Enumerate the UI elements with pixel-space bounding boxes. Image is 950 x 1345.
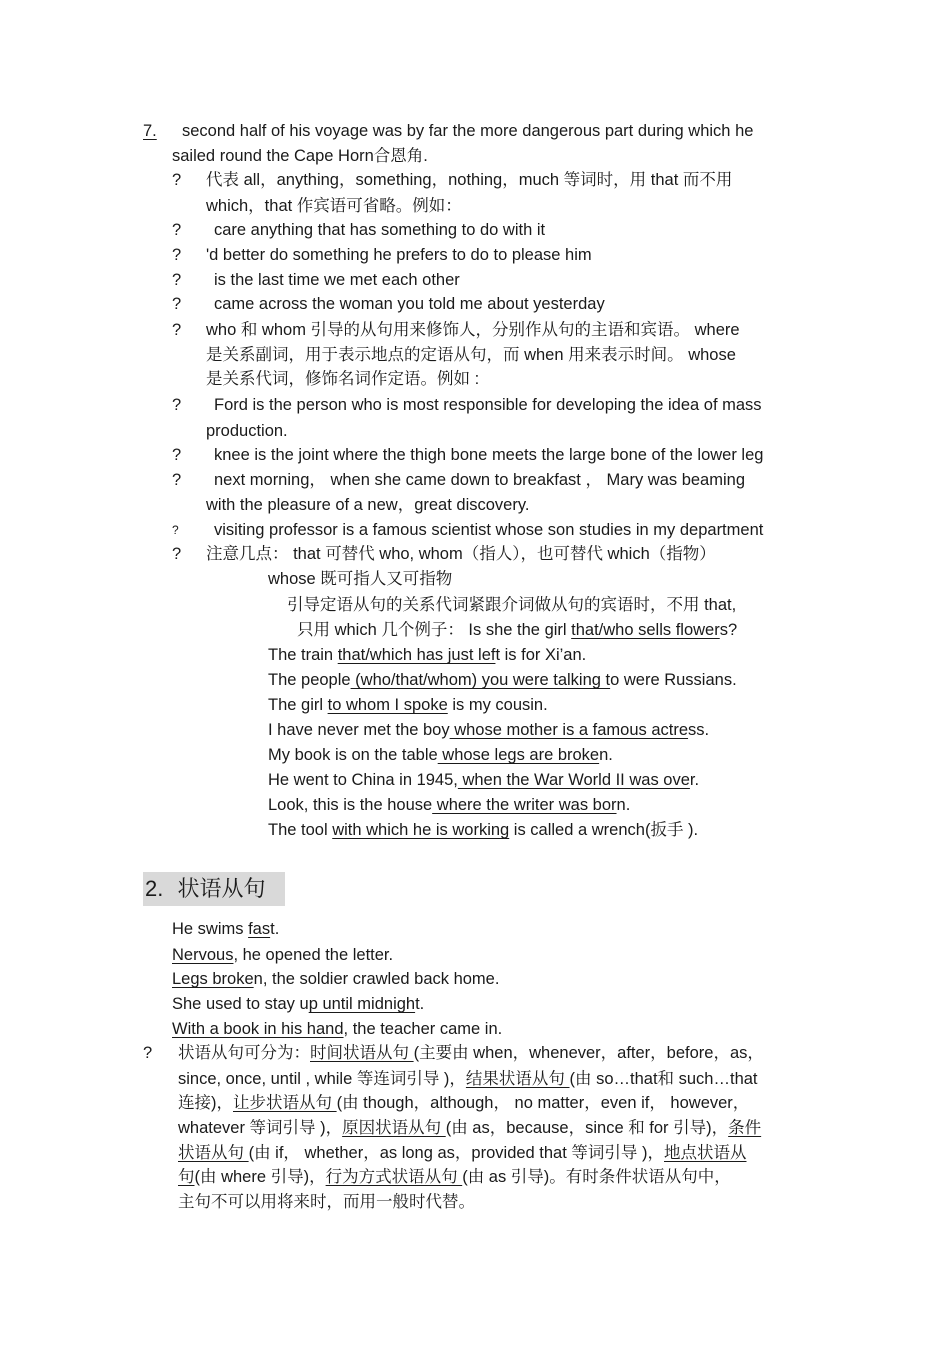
example-sentence: She used to stay up until midnight. [172,995,425,1013]
bullet-line: knee is the joint where the thigh bone meets the large bone of the lower leg [214,446,764,464]
example-sentence: With a book in his hand, the teacher came in. [172,1020,503,1038]
item7-line2: sailed round the Cape Horn合恩角. [172,147,428,165]
example-sentence: Look, this is the house where the writer was born. [268,796,631,814]
bullet-line: visiting professor is a famous scientist whose son studies in my department [214,521,764,539]
bullet-line: is the last time we met each other [214,271,460,289]
classification-line: since, once, until , while 等连词引导 )，结果状语从句 (由 so…that和 such…that [178,1070,758,1088]
bullet-marker: ? [172,545,182,563]
note-preposition: 引导定语从句的关系代词紧跟介词做从句的宾语时，不用 that, [287,596,737,614]
example-sentence: The tool with which he is working is called a wrench(扳手 ). [268,821,699,839]
classification-line: 连接)，让步状语从句 (由 though，although， no matter，even if， however， [178,1094,750,1112]
example-sentence: He went to China in 1945, when the War World II was over. [268,771,700,789]
bullet-line: who 和 whom 引导的从句用来修饰人，分别作从句的主语和宾语。 where [206,321,740,339]
classification-line: 句(由 where 引导)，行为方式状语从句 (由 as 引导)。有时条件状语从句中， [178,1168,731,1186]
classification-line: 状语从句 (由 if， whether，as long as，provided that 等词引导 )，地点状语从 [178,1144,747,1162]
example-sentence: The people (who/that/whom) you were talking to were Russians. [268,671,737,689]
bullet-line: 注意几点： that 可替代 who, whom（指人），也可替代 which（指物） [206,545,716,563]
bullet-marker: ? [172,321,182,339]
bullet-marker: ? [172,295,182,313]
example-sentence: My book is on the table whose legs are broken. [268,746,613,764]
bullet-line: 代表 all，anything，something，nothing，much 等词时，用 that 而不用 [206,171,733,189]
section-heading [143,872,285,906]
bullet-marker: ? [172,246,182,264]
bullet-line: care anything that has something to do with it [214,221,546,239]
example-sentence: The girl to whom I spoke is my cousin. [268,696,548,714]
bullet-marker: ? [172,523,179,537]
note-preposition-example: 只用 which 几个例子： Is she the girl that/who sells flowers? [297,621,738,639]
note-whose: whose 既可指人又可指物 [268,570,453,588]
classification-line: 状语从句可分为：时间状语从句 (主要由 when，whenever，after，before，as， [178,1044,764,1062]
bullet-line: 是关系副词，用于表示地点的定语从句，而 when 用来表示时间。 whose [206,346,736,364]
bullet-line: production. [206,422,288,440]
section-number: 2. [145,876,164,901]
bullet-marker: ? [172,396,182,414]
example-sentence: Legs broken, the soldier crawled back home. [172,970,500,988]
item-number: 7. [143,122,157,140]
item7-line1: second half of his voyage was by far the more dangerous part during which he [182,122,754,140]
example-sentence: The train that/which has just left is for Xi’an. [268,646,587,664]
section-title: 状语从句 [177,876,266,901]
bullet-line: 是关系代词，修饰名词作定语。例如 : [206,370,480,388]
bullet-line: which，that 作宾语可省略。例如： [206,197,462,215]
bullet-marker: ? [172,221,182,239]
bullet-marker: ? [172,446,182,464]
bullet-marker: ? [172,271,182,289]
bullet-marker: ? [143,1044,153,1062]
example-sentence: He swims fast. [172,920,280,938]
bullet-line: 'd better do something he prefers to do to please him [206,246,592,264]
example-sentence: Nervous, he opened the letter. [172,946,394,964]
bullet-line: with the pleasure of a new，great discovery. [206,496,530,514]
classification-line: 主句不可以用将来时，而用一般时代替。 [178,1193,475,1211]
bullet-line: Ford is the person who is most responsible for developing the idea of mass [214,396,762,414]
bullet-marker: ? [172,171,182,189]
bullet-line: next morning， when she came down to breakfast ， Mary was beaming [214,471,745,489]
bullet-line: came across the woman you told me about yesterday [214,295,605,313]
classification-line: whatever 等词引导 )，原因状语从句 (由 as，because，since 和 for 引导)，条件 [178,1119,762,1137]
bullet-marker: ? [172,471,182,489]
example-sentence: I have never met the boy whose mother is a famous actress. [268,721,710,739]
